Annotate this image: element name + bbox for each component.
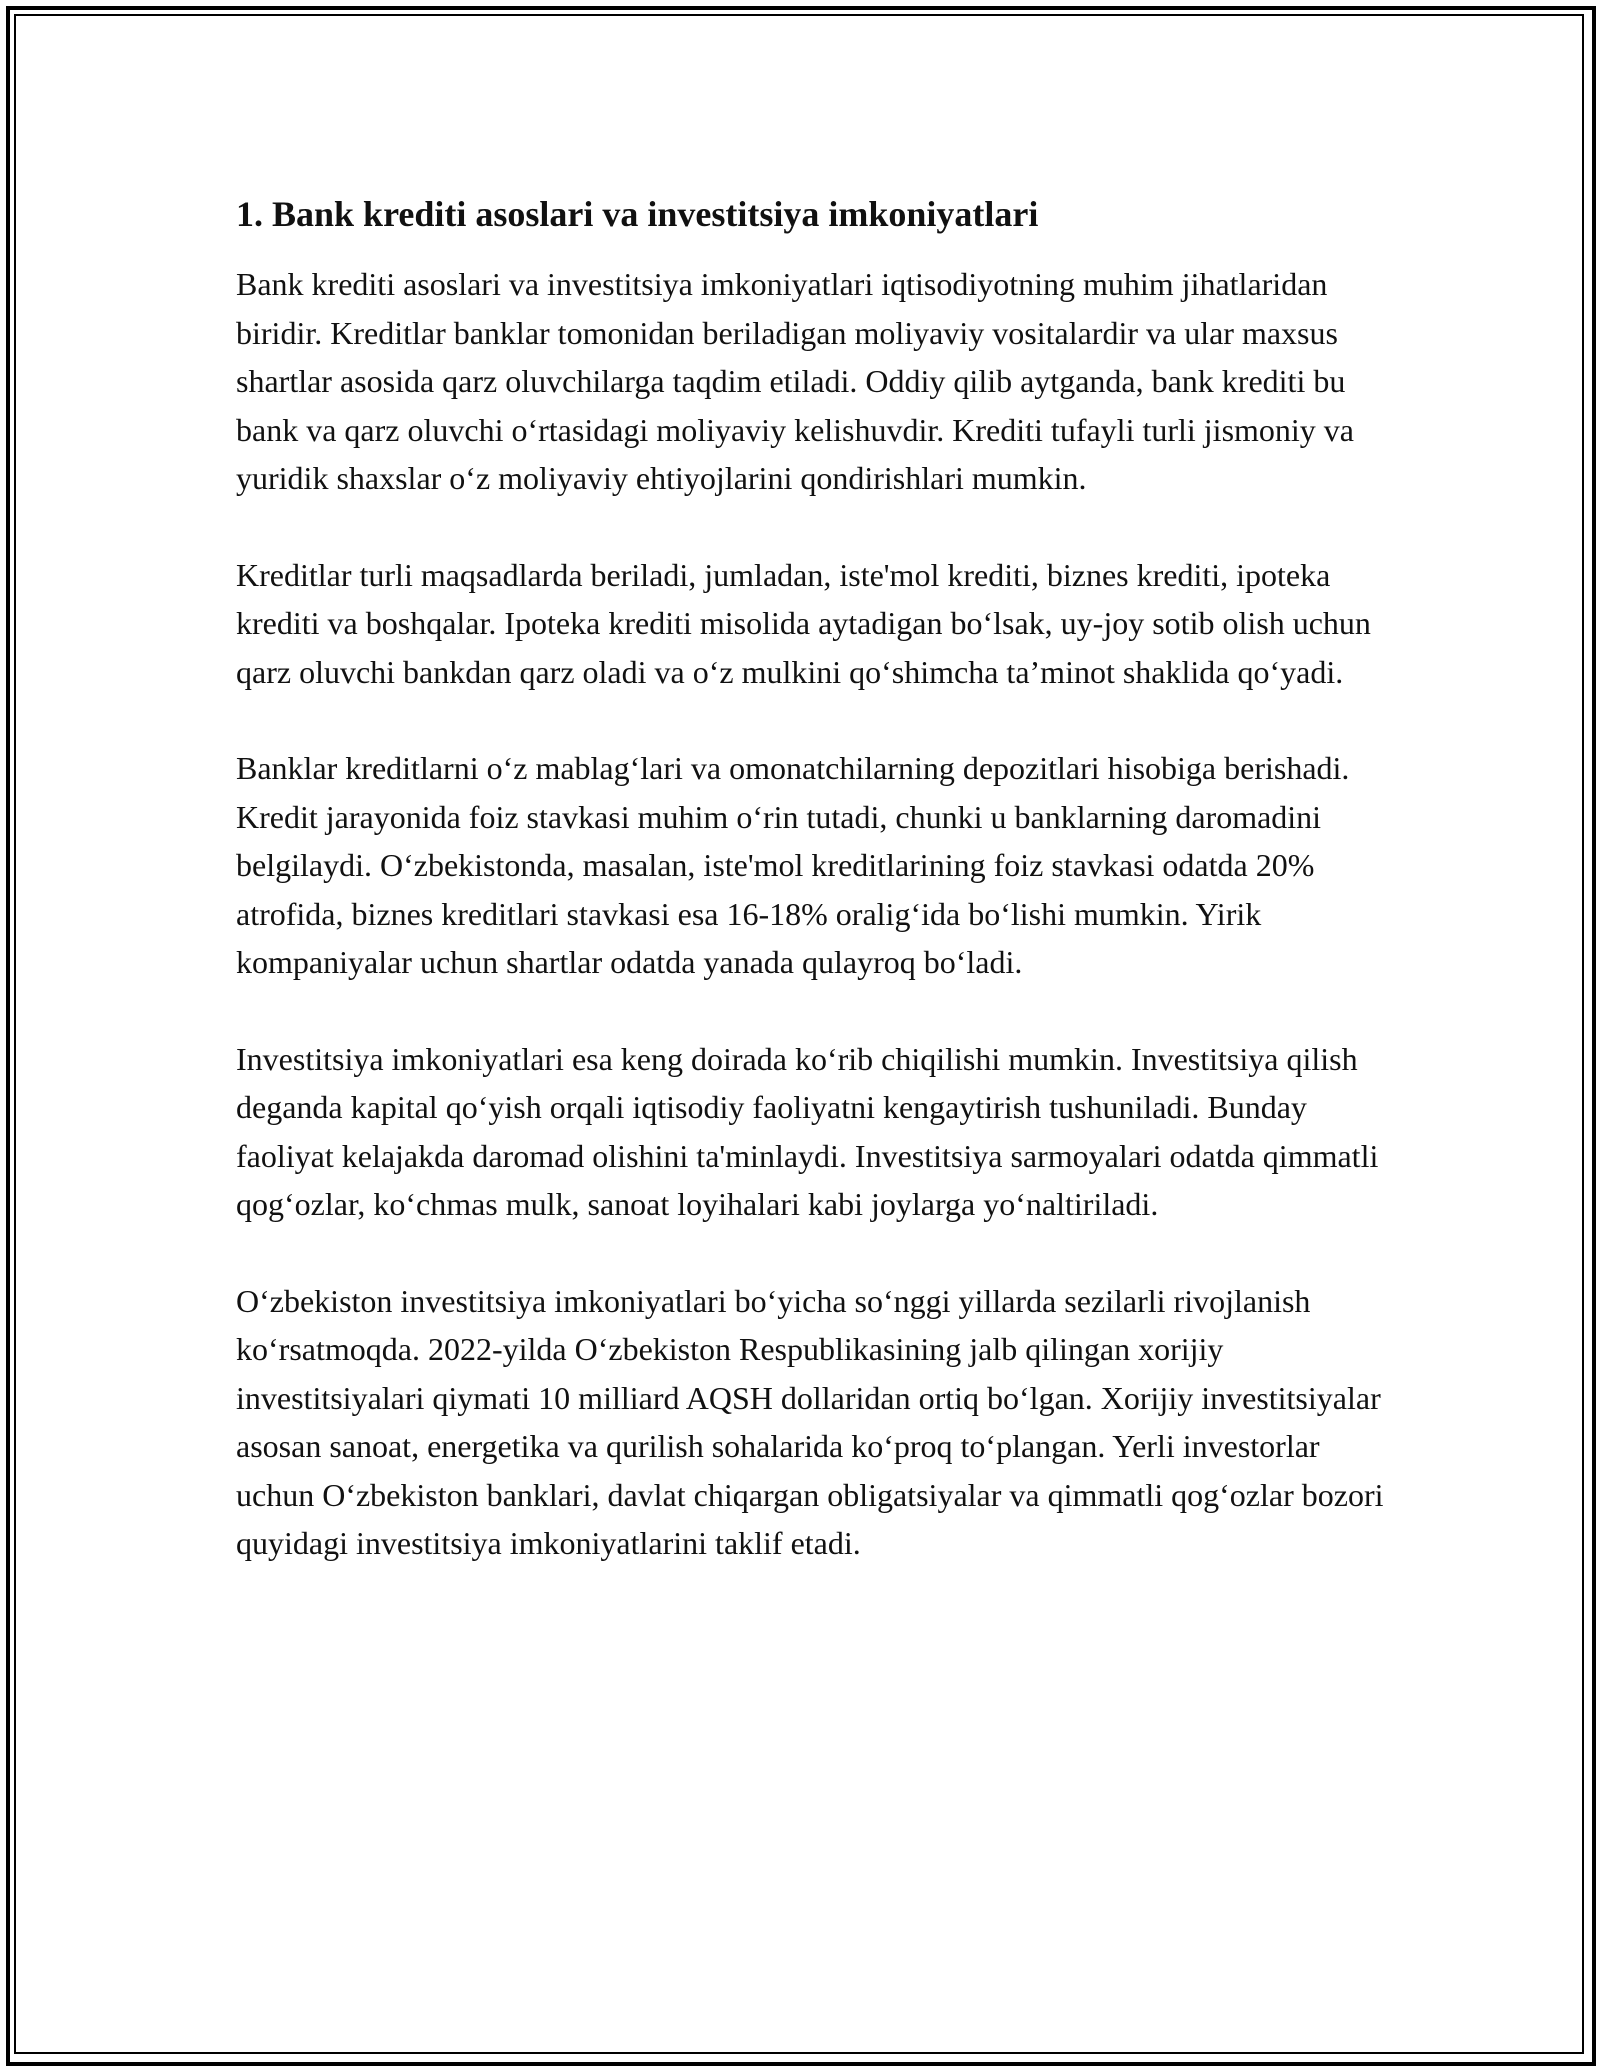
section-heading: 1. Bank krediti asoslari va investitsiya imkoniyatlari <box>236 194 1039 234</box>
paragraph-4: Investitsiya imkoniyatlari esa keng doirada ko‘rib chiqilishi mumkin. Investitsiya qilish deganda kapital qo‘yish orqali iqtisodiy faoliyatni kengaytirish tushuniladi. Bunday faoliyat kelajakda daromad olishini ta'minlaydi. Investitsiya sarmoyalari odatda qimmatli qog‘ozlar, ko‘chmas mulk, sanoat loyihalari kabi joylarga yo‘naltiriladi. <box>236 1040 1379 1222</box>
paragraph-2: Kreditlar turli maqsadlarda beriladi, jumladan, iste'mol krediti, biznes krediti, ipoteka krediti va boshqalar. Ipoteka krediti misolida aytadigan bo‘lsak, uy-joy sotib olish uchun qarz oluvchi bankdan qarz oladi va o‘z mulkini qo‘shimcha ta’minot shaklida qo‘yadi. <box>236 556 1371 690</box>
paragraph-1: Bank krediti asoslari va investitsiya imkoniyatlari iqtisodiyotning muhim jihatlaridan biridir. Kreditlar banklar tomonidan beriladigan moliyaviy vositalardir va ular maxsus shartlar asosida qarz oluvchilarga taqdim etiladi. Oddiy qilib aytganda, bank krediti bu bank va qarz oluvchi o‘rtasidagi moliyaviy kelishuvdir. Krediti tufayli turli jismoniy va yuridik shaxslar o‘z moliyaviy ehtiyojlarini qondirishlari mumkin. <box>236 266 1354 496</box>
document-body <box>236 188 1386 1616</box>
paragraph-3: Banklar kreditlarni o‘z mablag‘lari va omonatchilarning depozitlari hisobiga berishadi. Kredit jarayonida foiz stavkasi muhim o‘rin tutadi, chunki u banklarning daromadini belgilaydi. O‘zbekistonda, masalan, iste'mol kreditlarining foiz stavkasi odatda 20% atrofida, biznes kreditlari stavkasi esa 16-18% oralig‘ida bo‘lishi mumkin. Yirik kompaniyalar uchun shartlar odatda yanada qulayroq bo‘ladi. <box>236 750 1350 980</box>
paragraph-5: O‘zbekiston investitsiya imkoniyatlari bo‘yicha so‘nggi yillarda sezilarli rivojlanish ko‘rsatmoqda. 2022-yilda O‘zbekiston Respublikasining jalb qilingan xorijiy investitsiyalari qiymati 10 milliard AQSH dollaridan ortiq bo‘lgan. Xorijiy investitsiyalar asosan sanoat, energetika va qurilish sohalarida ko‘proq to‘plangan. Yerli investorlar uchun O‘zbekiston banklari, davlat chiqargan obligatsiyalar va qimmatli qog‘ozlar bozori quyidagi investitsiya imkoniyatlarini taklif etadi. <box>236 1282 1384 1561</box>
